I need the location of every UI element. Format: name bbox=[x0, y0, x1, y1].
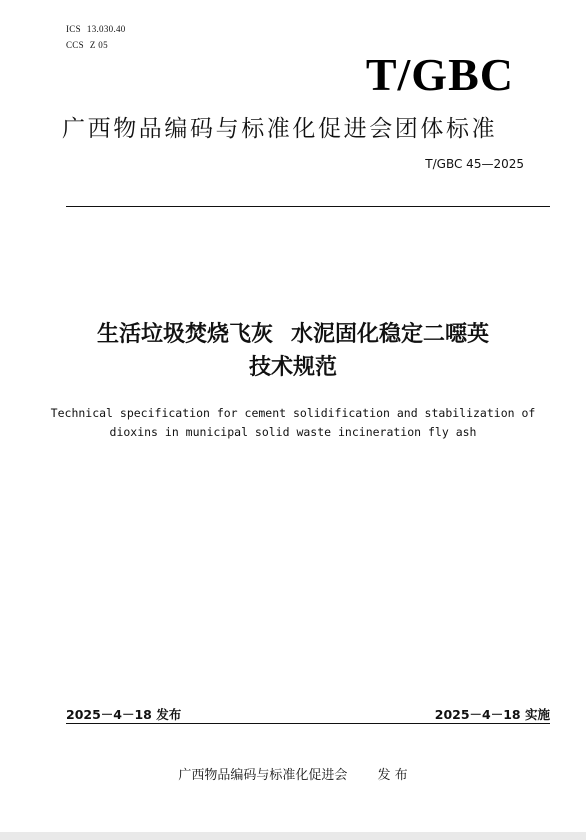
english-title-line-1: Technical specification for cement solidification and stabilization of bbox=[50, 406, 536, 420]
issue-date: 2025－4－18 发布 bbox=[66, 707, 182, 722]
standard-brand: T/GBC bbox=[365, 49, 514, 100]
chinese-title-line-2: 技术规范 bbox=[248, 355, 337, 380]
ics-label: ICS bbox=[66, 24, 81, 34]
chinese-title-part-2: 水泥固化稳定二噁英 bbox=[291, 322, 490, 347]
implementation-date: 2025－4－18 实施 bbox=[434, 707, 550, 722]
publisher-line bbox=[0, 764, 586, 783]
chinese-title bbox=[0, 318, 586, 384]
top-divider bbox=[66, 206, 550, 207]
chinese-title-line-1 bbox=[0, 318, 586, 351]
chinese-title-part-1: 生活垃圾焚烧飞灰 bbox=[96, 322, 273, 347]
document-number: T/GBC 45—2025 bbox=[425, 157, 524, 171]
bottom-divider bbox=[66, 723, 550, 724]
ccs-classification bbox=[66, 40, 108, 50]
publisher-action: 发 布 bbox=[377, 768, 408, 783]
ccs-code: Z 05 bbox=[89, 40, 108, 50]
organization-title: 广西物品编码与标准化促进会团体标准 bbox=[62, 116, 498, 142]
page-footer-band bbox=[0, 832, 586, 840]
ccs-label: CCS bbox=[66, 40, 84, 50]
publisher-name: 广西物品编码与标准化促进会 bbox=[178, 768, 348, 783]
english-title-line-2: dioxins in municipal solid waste incineration fly ash bbox=[109, 425, 477, 439]
english-title bbox=[0, 404, 586, 442]
ics-code: 13.030.40 bbox=[86, 24, 126, 34]
ics-classification bbox=[66, 24, 126, 34]
